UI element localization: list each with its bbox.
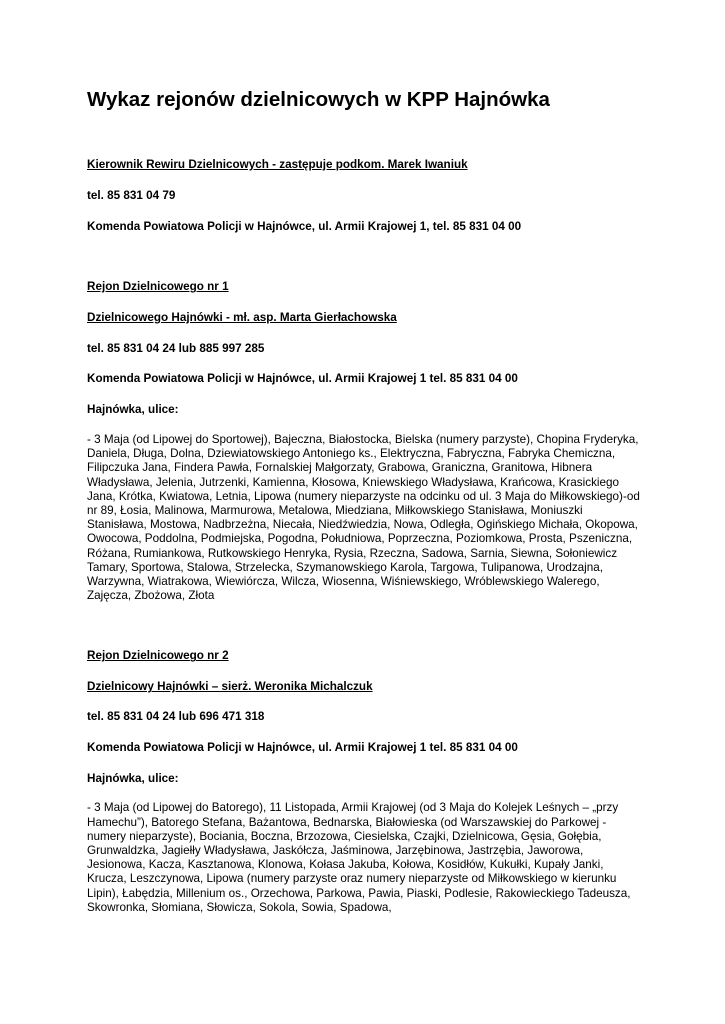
rejon-1-streets-label: Hajnówka, ulice:	[87, 403, 179, 416]
document-title: Wykaz rejonów dzielnicowych w KPP Hajnówka	[87, 88, 550, 111]
rejon-1-officer: Dzielnicowego Hajnówki - mł. asp. Marta Gierłachowska	[87, 311, 397, 324]
rejon-2-address: Komenda Powiatowa Policji w Hajnówce, ul. Armii Krajowej 1 tel. 85 831 04 00	[87, 741, 518, 755]
rejon-2-heading: Rejon Dzielnicowego nr 2	[87, 649, 229, 663]
kierownik-address: Komenda Powiatowa Policji w Hajnówce, ul. Armii Krajowej 1, tel. 85 831 04 00	[87, 220, 522, 233]
rejon-2-streets-label: Hajnówka, ulice:	[87, 772, 179, 786]
rejon-1-heading: Rejon Dzielnicowego nr 1	[87, 280, 229, 293]
rejon-2-officer: Dzielnicowy Hajnówki – sierż. Weronika Michalczuk	[87, 680, 373, 694]
rejon-2-streets-list: - 3 Maja (od Lipowej do Batorego), 11 Listopada, Armii Krajowej (od 3 Maja do Kolejek Leśnych – „przy Hamechu”), Batorego Stefana, Bażantowa, Bednarska, Białowieska (od Warszawskiej do Parkowej - numery nieparzyste), Bociania, Boczna, Brzozowa, Ciesielska, Czajki, Dzielnicowa, Gęsia, Gołębia, Grunwaldzka, Jagiełły Władysława, Jaskółcza, Jaśminowa, Jarzębinowa, Jastrzębia, Jaworowa, Jesionowa, Kacza, Kasztanowa, Klonowa, Kołasa Jakuba, Kołowa, Kosidłów, Kukułki, Kupały Janki, Krucza, Leszczynowa, Lipowa (numery parzyste oraz numery nieparzyste od Miłkowskiego w kierunku Lipin), Łabędzia, Millenium os., Orzechowa, Parkowa, Pawia, Piaski, Podlesie, Rakowieckiego Tadeusza, Skowronka, Słomiana, Słowicza, Sokola, Sowia, Spadowa,	[87, 801, 631, 914]
rejon-2-phone: tel. 85 831 04 24 lub 696 471 318	[87, 710, 265, 724]
kierownik-heading: Kierownik Rewiru Dzielnicowych - zastępuje podkom. Marek Iwaniuk	[87, 158, 468, 171]
rejon-1-streets-list: - 3 Maja (od Lipowej do Sportowej), Bajeczna, Białostocka, Bielska (numery parzyste), Chopina Fryderyka, Daniela, Długa, Dolna, Dziewiatowskiego Antoniego ks., Elektryczna, Fabryczna, Fabryka Chemiczna, Filipczuka Jana, Findera Pawła, Fornalskiej Małgorzaty, Grabowa, Graniczna, Granitowa, Hibnera Władysława, Jelenia, Jutrzenki, Kamienna, Kłosowa, Kniewskiego Władysława, Krańcowa, Krasickiego Jana, Krótka, Kwiatowa, Letnia, Lipowa (numery nieparzyste na odcinku od ul. 3 Maja do Miłkowskiego)-od nr 89, Łosia, Malinowa, Marmurowa, Metalowa, Miedziana, Miłkowskiego Stanisława, Moniuszki Stanisława, Mostowa, Nadbrzeżna, Niecała, Niedźwiedzia, Nowa, Odległa, Ogińskiego Michała, Okopowa, Owocowa, Poddolna, Podmiejska, Pogodna, Południowa, Poprzeczna, Poziomkowa, Prosta, Pszeniczna, Różana, Rumiankowa, Rutkowskiego Henryka, Rysia, Rzeczna, Sadowa, Sarnia, Siewna, Sołoniewicz Tamary, Sportowa, Stalowa, Strzelecka, Szymanowskiego Karola, Targowa, Tulipanowa, Urodzajna, Warzywna, Wiatrakowa, Wiewiórcza, Wilcza, Wiosenna, Wiśniewskiego, Wróblewskiego Walerego, Zajęcza, Zbożowa, Złota	[87, 433, 640, 603]
document-page	[87, 86, 647, 915]
rejon-1-address: Komenda Powiatowa Policji w Hajnówce, ul. Armii Krajowej 1 tel. 85 831 04 00	[87, 372, 518, 385]
rejon-1-phone: tel. 85 831 04 24 lub 885 997 285	[87, 342, 265, 355]
kierownik-phone: tel. 85 831 04 79	[87, 189, 176, 202]
